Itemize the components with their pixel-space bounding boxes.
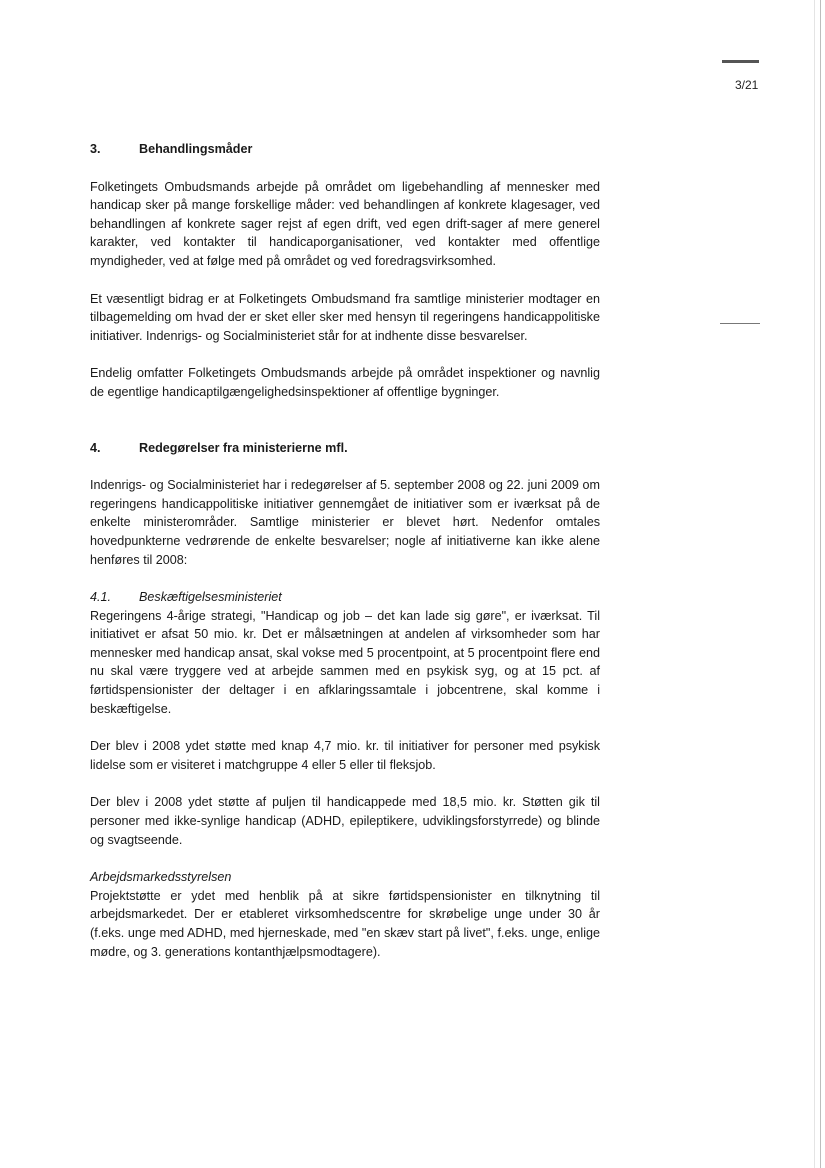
section-3-title: Behandlingsmåder xyxy=(139,142,253,156)
section-3-number: 3. xyxy=(90,142,101,156)
section-4-heading xyxy=(90,439,600,458)
document-body xyxy=(90,140,600,961)
section-3-paragraph-2: Et væsentligt bidrag er at Folketingets Ombudsmand fra samtlige ministerier modtager en tilbagemelding om hvad der er sket eller sker med hensyn til regeringens handicappolitiske initiativer. Indenrigs- og Socialministeriet står for at indhente disse besvarelser. xyxy=(90,291,600,343)
arbejdsmarkedsstyrelsen-paragraph: Projektstøtte er ydet med henblik på at sikre førtidspensionister en tilknytning til arbejdsmarkedet. Der er etableret virksomhedscentre for skrøbelige unge under 30 år (f.eks. unge med ADHD, med hjerneskade, med "en skæv start på livet", f.eks. unge, enlige mødre, og 3. generations kontanthjælpsmodtagere). xyxy=(90,888,600,959)
header-mark xyxy=(722,60,759,63)
subsection-4-1-paragraph-3: Der blev i 2008 ydet støtte af puljen til handicappede med 18,5 mio. kr. Støtten gik til personer med ikke-synlige handicap (ADHD, epileptikere, udviklingsforstyrrede) og blinde og svagtseende. xyxy=(90,795,600,847)
section-4-intro: Indenrigs- og Socialministeriet har i redegørelser af 5. september 2008 og 22. juni 2009 om regeringens handicappolitiske initiativer gennemgået de initiativer som er iværksat på de enkelte ministerområder. Samtlige ministerier er blevet hørt. Nedenfor omtales hovedpunkterne vedrørende de enkelte besvarelser; nogle af initiativerne kan ikke alene henføres til 2008: xyxy=(90,478,600,567)
section-3-heading xyxy=(90,140,600,159)
arbejdsmarkedsstyrelsen-title: Arbejdsmarkedsstyrelsen xyxy=(90,870,232,885)
margin-mark xyxy=(720,323,760,324)
page-edge-line-inner xyxy=(814,0,815,1168)
subsection-4-1-number: 4.1. xyxy=(90,590,112,605)
subsection-4-1-heading xyxy=(90,588,600,607)
subsection-4-1-paragraph-2: Der blev i 2008 ydet støtte med knap 4,7 mio. kr. til initiativer for personer med psykisk lidelse som er visiteret i matchgruppe 4 eller 5 eller til fleksjob. xyxy=(90,739,600,772)
page-edge-line xyxy=(820,0,821,1168)
page-number: 3/21 xyxy=(735,78,759,92)
section-3-paragraph-3: Endelig omfatter Folketingets Ombudsmands arbejde på området inspektioner og navnlig de egentlige handicaptilgængelighedsinspektioner af offentlige bygninger. xyxy=(90,366,600,399)
subsection-4-1-title: Beskæftigelsesministeriet xyxy=(139,590,282,605)
section-4-title: Redegørelser fra ministerierne mfl. xyxy=(139,440,348,455)
section-3-paragraph-1: Folketingets Ombudsmands arbejde på området om ligebehandling af mennesker med handicap sker på mange forskellige måder: ved behandlingen af konkrete klagesager, ved behandlingen af konkrete sager rejst af egen drift, ved egen drift-sager af mere generel karakter, ved kontakter til handicaporganisationer, ved kontakter med offentlige myndigheder, ved at følge med på området og ved foredragsvirksomhed. xyxy=(90,179,600,268)
section-4-number: 4. xyxy=(90,440,101,455)
arbejdsmarkedsstyrelsen-heading xyxy=(90,868,600,887)
subsection-4-1-paragraph-1: Regeringens 4-årige strategi, "Handicap og job – det kan lade sig gøre", er iværksat. Til initiativet er afsat 50 mio. kr. Det er målsætningen at andelen af virksomheder som har mennesker med handicap ansat, skal vokse med 5 procentpoint, at 5 procentpoint flere end nu skal være tryggere ved at arbejde sammen med en psykisk syg, og at 15 pct. af førtidspensionister der deltager i en afklaringssamtale i jobcentrene, skal komme i beskæftigelse. xyxy=(90,608,600,716)
